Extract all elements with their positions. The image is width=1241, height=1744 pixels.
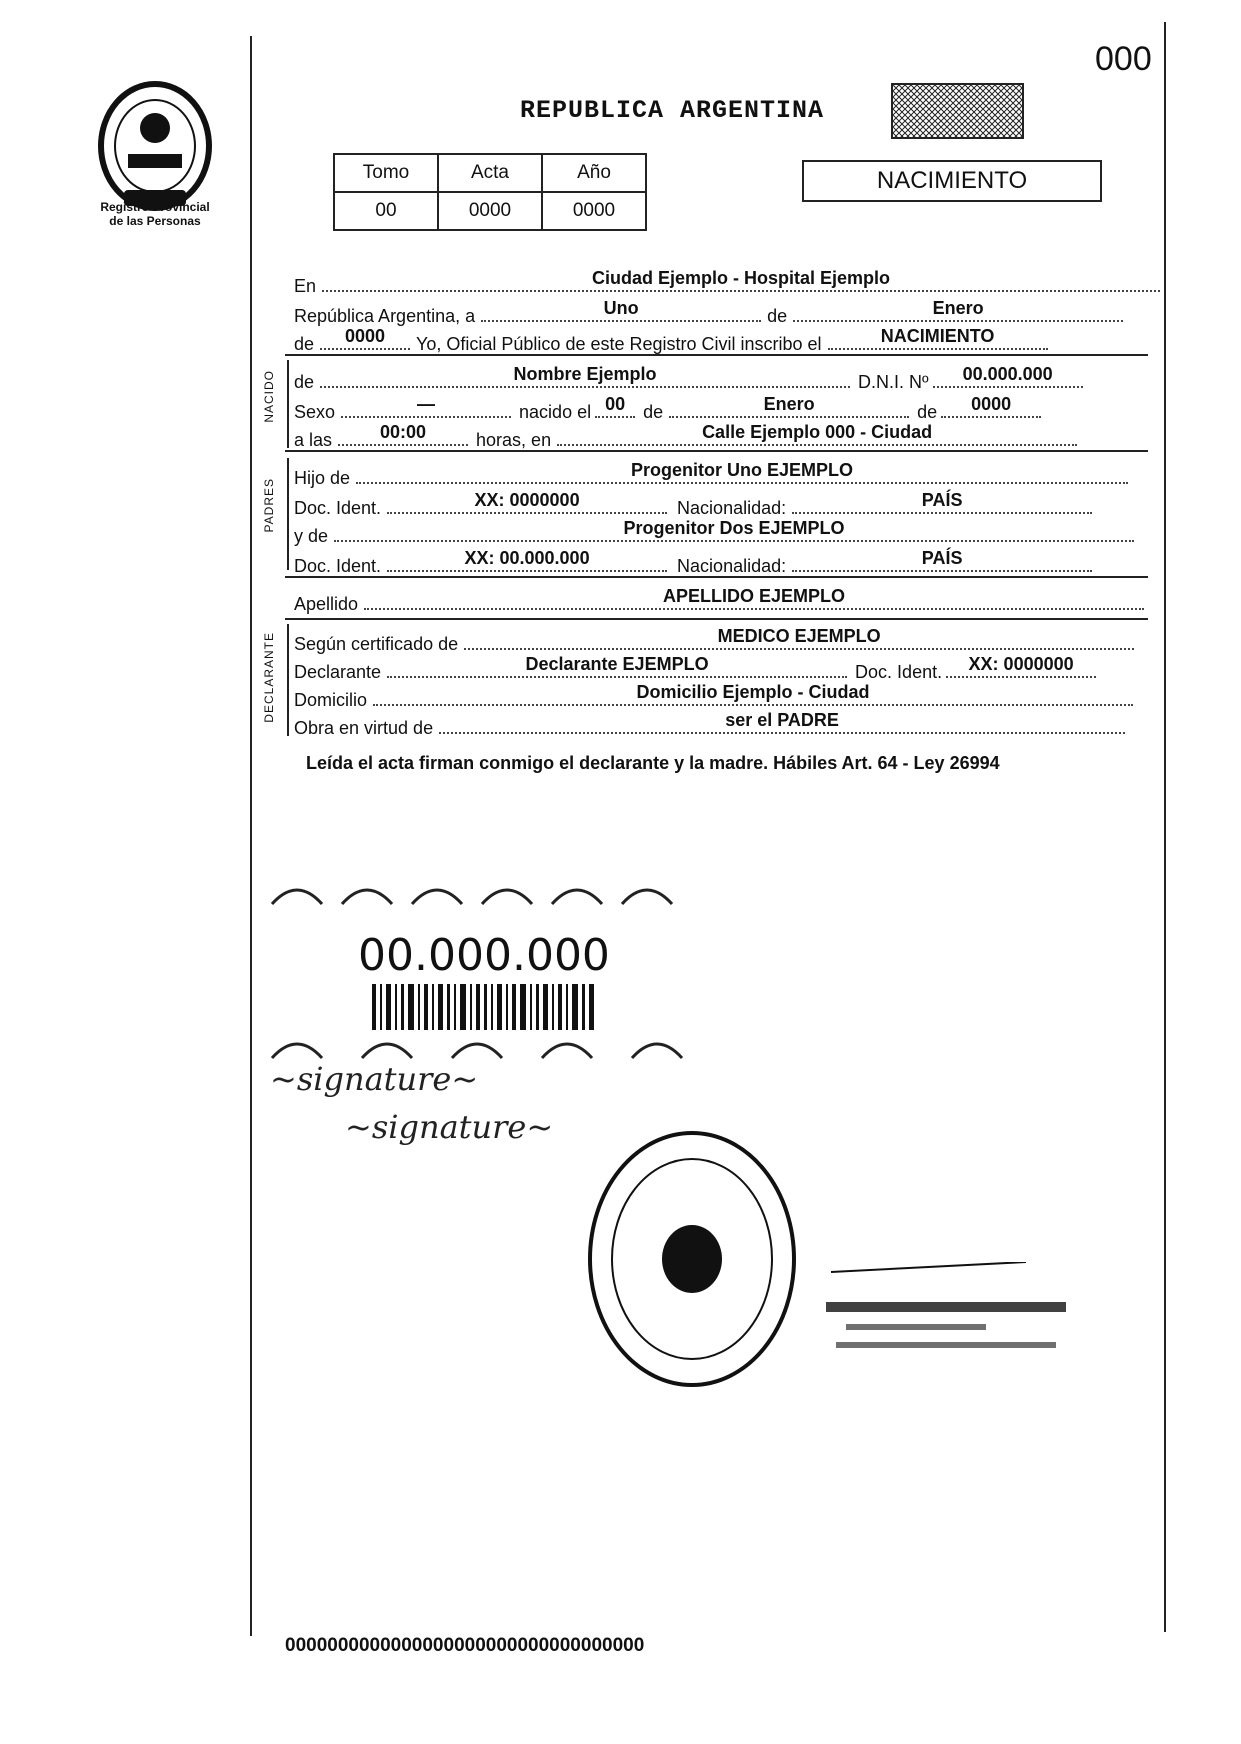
section-bar <box>287 458 289 570</box>
title-stamp <box>890 82 1025 140</box>
left-margin-line <box>250 36 252 1636</box>
separator <box>285 618 1148 620</box>
registry-value: 0000 <box>542 192 646 230</box>
document-kind-box: NACIMIENTO <box>802 160 1102 202</box>
registry-header: Acta <box>438 154 542 192</box>
separator <box>285 354 1148 356</box>
document-hash: 0000000000000000000000000000000000 <box>285 1635 645 1656</box>
side-label-declarante: DECLARANTE <box>262 632 276 723</box>
line-mother-doc: Doc. Ident. XX: 00.000.000 Nacionalidad: PAÍS <box>294 552 1092 577</box>
line-certificate: Según certificado de MEDICO EJEMPLO <box>294 630 1134 655</box>
line-father: Hijo de Progenitor Uno EJEMPLO <box>294 464 1128 489</box>
security-wave-bottom <box>262 1024 702 1060</box>
provincial-crest-logo <box>90 78 220 218</box>
line-date: República Argentina, a Uno de Enero <box>294 302 1123 327</box>
line-child: de Nombre Ejemplo D.N.I. Nº 00.000.000 <box>294 368 1083 393</box>
line-officer: de 0000 Yo, Oficial Público de este Registro Civil inscribo el NACIMIENTO <box>294 330 1048 355</box>
official-seal <box>586 1128 798 1390</box>
line-time-place: a las 00:00 horas, en Calle Ejemplo 000 - Ciudad <box>294 426 1077 451</box>
registry-value: 0000 <box>438 192 542 230</box>
line-declarant: Declarante Declarante EJEMPLO Doc. Ident. XX: 0000000 <box>294 658 1096 683</box>
side-label-padres: PADRES <box>262 478 276 533</box>
id-number-large: 00.000.000 <box>358 930 610 981</box>
handwritten-signature-2: ~signature~ <box>345 1108 554 1146</box>
section-bar <box>287 360 289 448</box>
registry-header: Tomo <box>334 154 438 192</box>
page-number: 000 <box>1095 40 1152 78</box>
line-sex-birth: Sexo — nacido el 00 de Enero de 0000 <box>294 398 1041 423</box>
section-bar <box>287 624 289 736</box>
closing-statement: Leída el acta firman conmigo el declarante y la madre. Hábiles Art. 64 - Ley 26994 <box>306 753 1000 773</box>
line-surname: Apellido APELLIDO EJEMPLO <box>294 590 1144 615</box>
right-margin-line <box>1164 22 1166 1632</box>
registry-value: 00 <box>334 192 438 230</box>
official-signature-stamp <box>826 1262 1066 1352</box>
line-en: En Ciudad Ejemplo - Hospital Ejemplo <box>294 272 1160 297</box>
registry-header: Año <box>542 154 646 192</box>
document-title: REPUBLICA ARGENTINA <box>520 96 825 125</box>
security-wave-top <box>262 870 702 906</box>
line-father-doc: Doc. Ident. XX: 0000000 Nacionalidad: PAÍS <box>294 494 1092 519</box>
handwritten-signature-1: ~signature~ <box>270 1060 479 1098</box>
line-reason: Obra en virtud de ser el PADRE <box>294 714 1125 739</box>
registry-table <box>333 153 647 231</box>
logo-caption: Registro Provincial de las Personas <box>100 200 210 228</box>
separator <box>285 576 1148 578</box>
separator <box>285 450 1148 452</box>
side-label-nacido: NACIDO <box>262 370 276 423</box>
place-of-registration: Ciudad Ejemplo - Hospital Ejemplo <box>592 268 891 288</box>
line-mother: y de Progenitor Dos EJEMPLO <box>294 522 1134 547</box>
line-address: Domicilio Domicilio Ejemplo - Ciudad <box>294 686 1133 711</box>
